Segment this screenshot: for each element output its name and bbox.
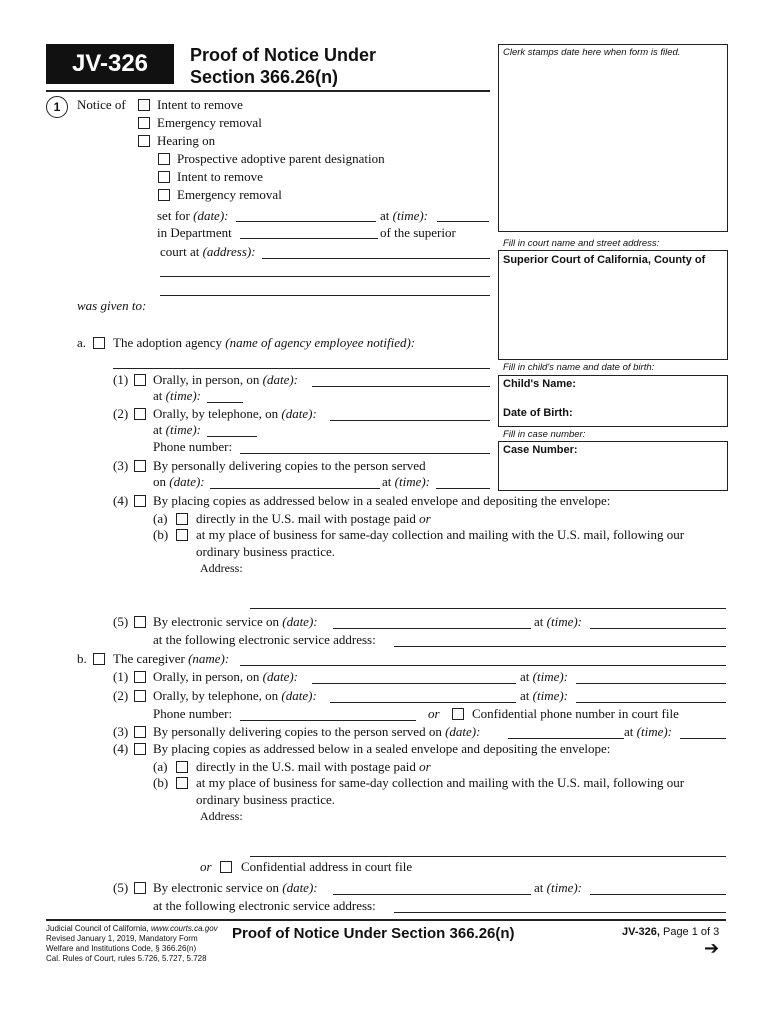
b4b-checkbox[interactable] (176, 777, 188, 789)
b4b-number: (b) (153, 775, 169, 790)
of-superior-label: of the superior (380, 225, 456, 240)
a1-label: Orally, in person, on (date): (153, 372, 299, 387)
a2-time-field[interactable] (207, 436, 257, 437)
intent-remove-label: Intent to remove (157, 97, 243, 112)
hearing-intent-label: Intent to remove (177, 169, 263, 184)
confidential-phone-label: Confidential phone number in court file (472, 706, 679, 721)
a3-date-label: on (date): (153, 474, 205, 489)
b5-checkbox[interactable] (134, 882, 146, 894)
footer-line-2: Revised January 1, 2019, Mandatory Form (46, 934, 198, 943)
a2-label: Orally, by telephone, on (date): (153, 406, 317, 421)
a3-date-field[interactable] (210, 488, 380, 489)
agency-employee-field[interactable] (113, 368, 490, 369)
a3-time-label: at (time): (382, 474, 431, 489)
form-id-badge (46, 44, 174, 84)
a5-date-field[interactable] (333, 628, 531, 629)
a4b-label-2: ordinary business practice. (196, 544, 335, 559)
b5-label: By electronic service on (date): (153, 880, 318, 895)
b2-phone-label: Phone number: (153, 706, 233, 721)
b1-time-field[interactable] (576, 683, 726, 684)
b2-time-label: at (time): (520, 688, 569, 703)
department-label: in Department (157, 225, 232, 240)
b2-checkbox[interactable] (134, 690, 146, 702)
section-a-letter: a. (77, 335, 87, 350)
a4b-checkbox[interactable] (176, 529, 188, 541)
b1-checkbox[interactable] (134, 671, 146, 683)
form-id: JV-326 (71, 50, 149, 77)
hearing-on-label: Hearing on (157, 133, 216, 148)
adoption-agency-label: The adoption agency (name of agency employee notified): (113, 335, 416, 350)
a5-time-label: at (time): (534, 614, 583, 629)
footer-rule (46, 919, 726, 921)
b4-address-label: Address: (200, 809, 243, 823)
a1-time-field[interactable] (207, 402, 243, 403)
a5-time-field[interactable] (590, 628, 726, 629)
b5-time-field[interactable] (590, 894, 726, 895)
b4a-number: (a) (153, 759, 168, 774)
court-address-field-2[interactable] (160, 276, 490, 277)
a2-date-field[interactable] (330, 420, 490, 421)
form-title (190, 44, 376, 88)
section-b-letter: b. (77, 651, 87, 666)
a5-number: (5) (113, 614, 129, 629)
a4b-number: (b) (153, 527, 169, 542)
a2-checkbox[interactable] (134, 408, 146, 420)
set-for-row: set for (date): (157, 208, 229, 223)
b2-or: or (428, 706, 440, 721)
b2-label: Orally, by telephone, on (date): (153, 688, 317, 703)
prospective-adoptive-checkbox[interactable] (158, 153, 170, 165)
a4-number: (4) (113, 493, 129, 508)
caregiver-checkbox[interactable] (93, 653, 105, 665)
a4a-checkbox[interactable] (176, 513, 188, 525)
a1-checkbox[interactable] (134, 374, 146, 386)
header-rule (46, 90, 490, 92)
b5-number: (5) (113, 880, 129, 895)
footer-title: Proof of Notice Under Section 366.26(n) (232, 925, 515, 942)
a4b-label: at my place of business for same-day collection and mailing with the U.S. mail, following our (196, 527, 685, 542)
case-label: Case Number: (503, 444, 578, 456)
b5-date-field[interactable] (333, 894, 531, 895)
footer-line-1: Judicial Council of California, www.courts.ca.gov (46, 924, 218, 933)
hearing-emergency-checkbox[interactable] (158, 189, 170, 201)
b5-address-label: at the following electronic service address: (153, 898, 376, 913)
a3-label: By personally delivering copies to the person served (153, 458, 426, 473)
hearing-on-checkbox[interactable] (138, 135, 150, 147)
clerk-stamp-box (498, 44, 728, 232)
a3-time-field[interactable] (436, 488, 490, 489)
emergency-removal-label: Emergency removal (157, 115, 262, 130)
a1-number: (1) (113, 372, 129, 387)
a2-time-label: at (time): (153, 422, 202, 437)
a5-address-field[interactable] (394, 646, 726, 647)
a1-time-label: at (time): (153, 388, 202, 403)
a5-checkbox[interactable] (134, 616, 146, 628)
adoption-agency-checkbox[interactable] (93, 337, 105, 349)
b4a-checkbox[interactable] (176, 761, 188, 773)
court-address-label: court at (address): (160, 244, 256, 259)
court-hint: Fill in court name and street address: (503, 238, 660, 249)
b1-time-label: at (time): (520, 669, 569, 684)
b2-time-field[interactable] (576, 702, 726, 703)
b3-checkbox[interactable] (134, 726, 146, 738)
court-name-box[interactable] (498, 250, 728, 360)
child-name-label: Child's Name: (503, 378, 576, 390)
footer-citation (46, 924, 218, 964)
b4b-label-2: ordinary business practice. (196, 792, 335, 807)
a3-checkbox[interactable] (134, 460, 146, 472)
caregiver-name-field[interactable] (240, 665, 726, 666)
b3-number: (3) (113, 724, 129, 739)
a5-label: By electronic service on (date): (153, 614, 318, 629)
set-for-time-field[interactable] (437, 221, 489, 222)
confidential-phone-checkbox[interactable] (452, 708, 464, 720)
b4-checkbox[interactable] (134, 743, 146, 755)
a4a-label: directly in the U.S. mail with postage paid or (196, 511, 431, 526)
b4-number: (4) (113, 741, 129, 756)
court-address-field-3[interactable] (160, 295, 490, 296)
b4a-label: directly in the U.S. mail with postage paid or (196, 759, 431, 774)
b1-date-field[interactable] (312, 683, 516, 684)
a3-number: (3) (113, 458, 129, 473)
a4-label: By placing copies as addressed below in a sealed envelope and depositing the envelope: (153, 493, 611, 508)
case-hint: Fill in case number: (503, 429, 586, 440)
footer-line-4: Cal. Rules of Court, rules 5.726, 5.727, 5.728 (46, 954, 207, 963)
b3-time-label: at (time): (624, 724, 673, 739)
child-hint: Fill in child's name and date of birth: (503, 362, 655, 373)
b2-number: (2) (113, 688, 129, 703)
prospective-adoptive-label: Prospective adoptive parent designation (177, 151, 385, 166)
a4-address-field[interactable] (250, 608, 726, 609)
notice-of-label: Notice of (77, 97, 126, 112)
hearing-emergency-label: Emergency removal (177, 187, 282, 202)
b4-or: or (200, 859, 212, 874)
footer-line-3: Welfare and Institutions Code, § 366.26(n) (46, 944, 197, 953)
intent-remove-checkbox[interactable] (138, 99, 150, 111)
confidential-address-label: Confidential address in court file (241, 859, 413, 874)
b5-address-field[interactable] (394, 912, 726, 913)
court-address-field-1[interactable] (262, 258, 490, 259)
next-page-arrow-icon: ➔ (704, 938, 720, 958)
b2-date-field[interactable] (330, 702, 516, 703)
b2-phone-field[interactable] (240, 720, 416, 721)
item-1-number: 1 (46, 96, 68, 118)
hearing-intent-checkbox[interactable] (158, 171, 170, 183)
b3-date-field[interactable] (508, 738, 624, 739)
title-line-2: Section 366.26(n) (190, 67, 339, 87)
b4-address-field[interactable] (250, 856, 726, 857)
emergency-removal-checkbox[interactable] (138, 117, 150, 129)
set-for-time-label: at (time): (380, 208, 429, 223)
a4a-number: (a) (153, 511, 168, 526)
dob-label: Date of Birth: (503, 407, 573, 419)
a4-checkbox[interactable] (134, 495, 146, 507)
b1-number: (1) (113, 669, 129, 684)
footer-page: JV-326, Page 1 of 3 (622, 926, 720, 938)
b5-time-label: at (time): (534, 880, 583, 895)
caregiver-label: The caregiver (name): (113, 651, 230, 666)
court-label: Superior Court of California, County of (503, 254, 706, 266)
b4b-label: at my place of business for same-day collection and mailing with the U.S. mail, following our (196, 775, 685, 790)
b3-label: By personally delivering copies to the person served on (date): (153, 724, 481, 739)
a1-date-field[interactable] (312, 386, 490, 387)
a4-address-label: Address: (200, 561, 243, 575)
confidential-address-checkbox[interactable] (220, 861, 232, 873)
b3-time-field[interactable] (680, 738, 726, 739)
a2-number: (2) (113, 406, 129, 421)
title-line-1: Proof of Notice Under (190, 45, 377, 65)
department-field[interactable] (240, 238, 378, 239)
was-given-to-label: was given to: (77, 298, 147, 313)
b4-label: By placing copies as addressed below in a sealed envelope and depositing the envelope: (153, 741, 611, 756)
set-for-date-field[interactable] (236, 221, 376, 222)
a5-address-label: at the following electronic service address: (153, 632, 376, 647)
a2-phone-label: Phone number: (153, 439, 233, 454)
b1-label: Orally, in person, on (date): (153, 669, 299, 684)
clerk-note: Clerk stamps date here when form is filed. (503, 47, 681, 58)
a2-phone-field[interactable] (240, 453, 490, 454)
